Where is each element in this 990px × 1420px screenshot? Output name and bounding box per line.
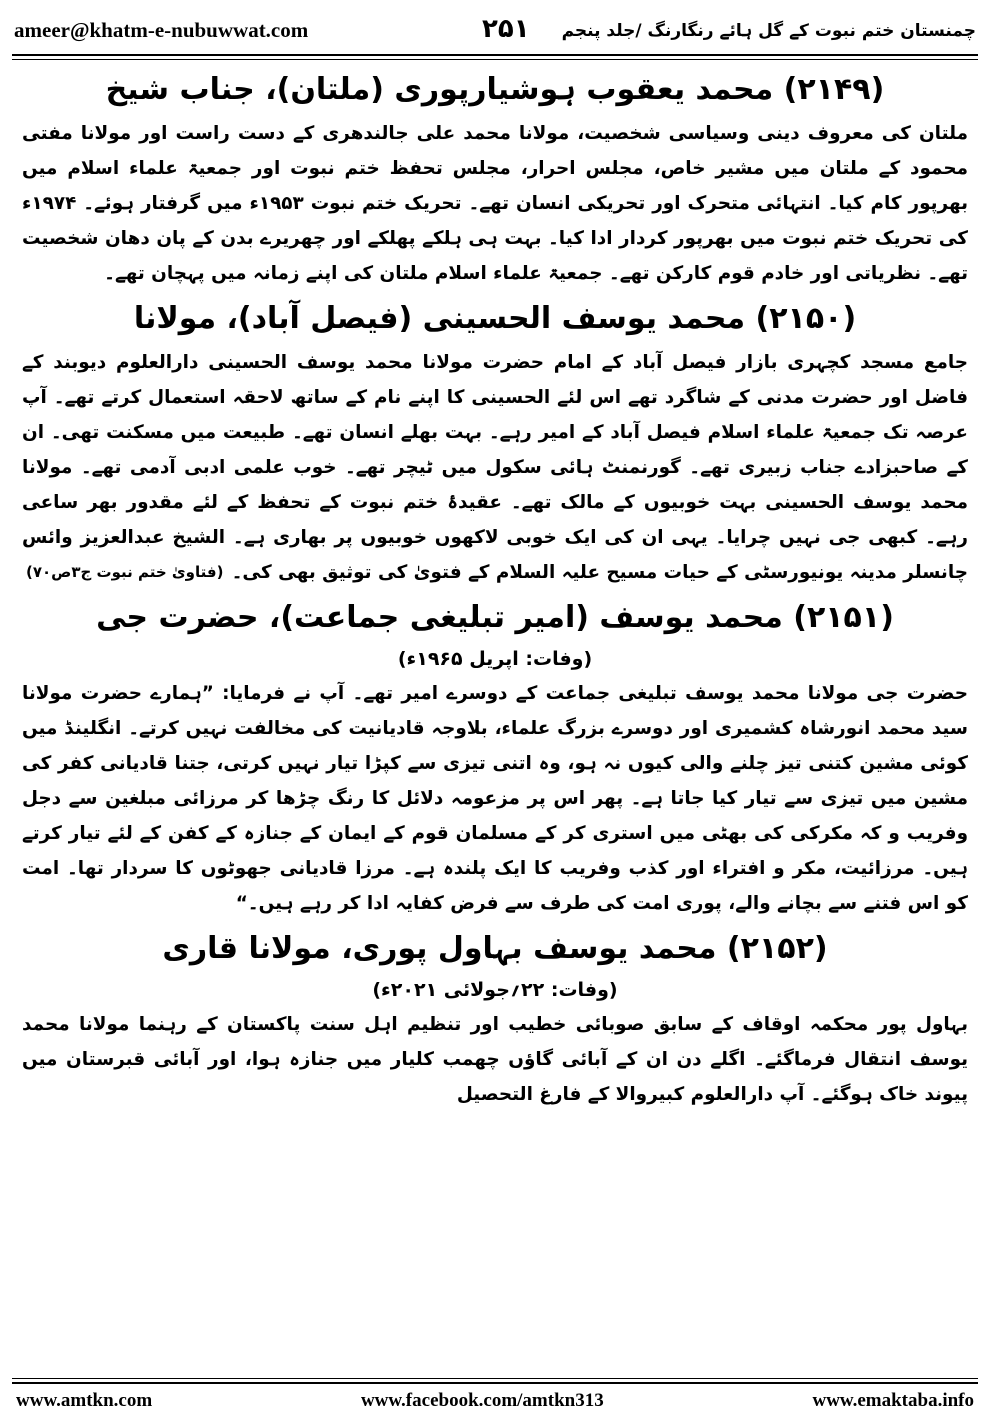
page-number: ۲۵۱ xyxy=(482,14,530,44)
section-date-2151: (وفات: اپریل ۱۹۶۵ء) xyxy=(397,648,593,670)
footer-rule xyxy=(12,1378,978,1384)
page-header xyxy=(14,8,976,52)
reference-2150: (فتاویٰ ختم نبوت ج۳ص۷۰) xyxy=(26,563,224,581)
section-body-2149: ملتان کی معروف دینی وسیاسی شخصیت، مولانا محمد علی جالندھری کے دست راست اور مولانا مفتی محمود کے ملتان میں مشیر خاص، مجلس احرار، مجلس تحفظ ختم نبوت اور جمعیۃ علماء اسلام میں بھرپور کام کیا۔ انتہائی متحرک اور تحریکی انسان تھے۔ تحریک ختم نبوت ۱۹۵۳ء میں گرفتار ہوئے۔ ۱۹۷۴ء کی تحریک ختم نبوت میں بھرپور کردار ادا کیا۔ بہت ہی ہلکے پھلکے اور چھریرے بدن کے پان دھان شخصیت تھے۔ نظریاتی اور خادم قوم کارکن تھے۔ جمعیۃ علماء اسلام ملتان کی اپنے زمانہ میں پہچان تھے۔ xyxy=(22,123,969,284)
section-body-2152: بہاول پور محکمہ اوقاف کے سابق صوبائی خطیب اور تنظیم اہل سنت پاکستان کے رہنما مولانا محمد یوسف انتقال فرماگئے۔ اگلے دن ان کے آبائی گاؤں چھمب کلیار میں جنازہ ہوا، اور آبائی قبرستان میں پیوند خاک ہوگئے۔ آپ دارالعلوم کبیروالا کے فارغ التحصیل xyxy=(22,1014,968,1105)
footer-link-left[interactable]: www.amtkn.com xyxy=(16,1390,153,1411)
section-date-2152: (وفات: ۲۲؍جولائی ۲۰۲۱ء) xyxy=(372,979,618,1001)
section-heading-2151: (۲۱۵۱) محمد یوسف (امیر تبلیغی جماعت)، حضرت جی xyxy=(96,600,894,635)
section-text-2150: جامع مسجد کچہری بازار فیصل آباد کے امام حضرت مولانا محمد یوسف الحسینی دارالعلوم دیوبند کے فاضل اور حضرت مدنی کے شاگرد تھے اس لئے الحسینی کا اپنے نام کے ساتھ لاحقہ استعمال کرتے تھے۔ آپ عرصہ تک جمعیۃ علماء اسلام فیصل آباد کے امیر رہے۔ بہت بھلے انسان تھے۔ طبیعت میں مسکنت تھی۔ ان کے صاحبزادے جناب زبیری تھے۔ گورنمنٹ ہائی سکول میں ٹیچر تھے۔ خوب علمی ادبی آدمی تھے۔ مولانا محمد یوسف الحسینی بہت خوبیوں کے مالک تھے۔ عقیدۂ ختم نبوت کے تحفظ کے لئے مقدور بھر ساعی رہے۔ کبھی جی نہیں چرایا۔ یہی ان کی ایک خوبی لاکھوں خوبیوں پر بھاری ہے۔ الشیخ عبدالعزیز وائس چانسلر مدینہ یونیورسٹی کے حیات مسیح علیہ السلام کے فتویٰ کی توثیق بھی کی۔ xyxy=(22,352,968,583)
page-footer xyxy=(16,1388,974,1414)
section-heading-2152: (۲۱۵۲) محمد یوسف بہاول پوری، مولانا قاری xyxy=(162,931,828,966)
section-heading-2150: (۲۱۵۰) محمد یوسف الحسینی (فیصل آباد)، مولانا xyxy=(133,301,857,336)
book-title: چمنستان ختم نبوت کے گل ہائے رنگارنگ /جلد پنجم xyxy=(561,20,976,41)
section-heading-2149: (۲۱۴۹) محمد یعقوب ہوشیارپوری (ملتان)، جناب شیخ xyxy=(105,72,885,107)
header-rule xyxy=(12,54,978,60)
header-email: ameer@khatm-e-nubuwwat.com xyxy=(14,17,309,42)
page-content xyxy=(22,62,968,1368)
footer-link-right[interactable]: www.emaktaba.info xyxy=(812,1390,974,1411)
footer-link-center[interactable]: www.facebook.com/amtkn313 xyxy=(360,1390,604,1411)
section-body-2151: حضرت جی مولانا محمد یوسف تبلیغی جماعت کے دوسرے امیر تھے۔ آپ نے فرمایا: ”ہمارے حضرت مولانا سید محمد انورشاہ کشمیری اور دوسرے بزرگ علماء، بلاوجہ قادیانیت کی مخالفت نہیں کرتے۔ انگلینڈ میں کوئی مشین کتنی تیز چلنے والی کیوں نہ ہو، وہ اتنی تیزی سے کپڑا تیار نہیں کرتی، جتنا قادیانی کفر کی مشین میں تیزی سے تیار کیا جاتا ہے۔ پھر اس پر مزعومہ دلائل کا رنگ چڑھا کر مرزائی مبلغین سے دجل وفریب و کہ مکرکی کی بھٹی میں استری کر کے مسلمان قوم کے ایمان کے جنازہ کے کفن کے لئے تیار کرتے ہیں۔ مرزائیت، مکر و افتراء اور کذب وفریب کا ایک پلندہ ہے۔ مرزا قادیانی جھوٹوں کا سردار تھا۔ امت کو اس فتنے سے بچانے والے، پوری امت کی طرف سے فرض کفایہ ادا کر رہے ہیں۔“ xyxy=(22,683,968,914)
section-body-2150 xyxy=(22,345,968,590)
